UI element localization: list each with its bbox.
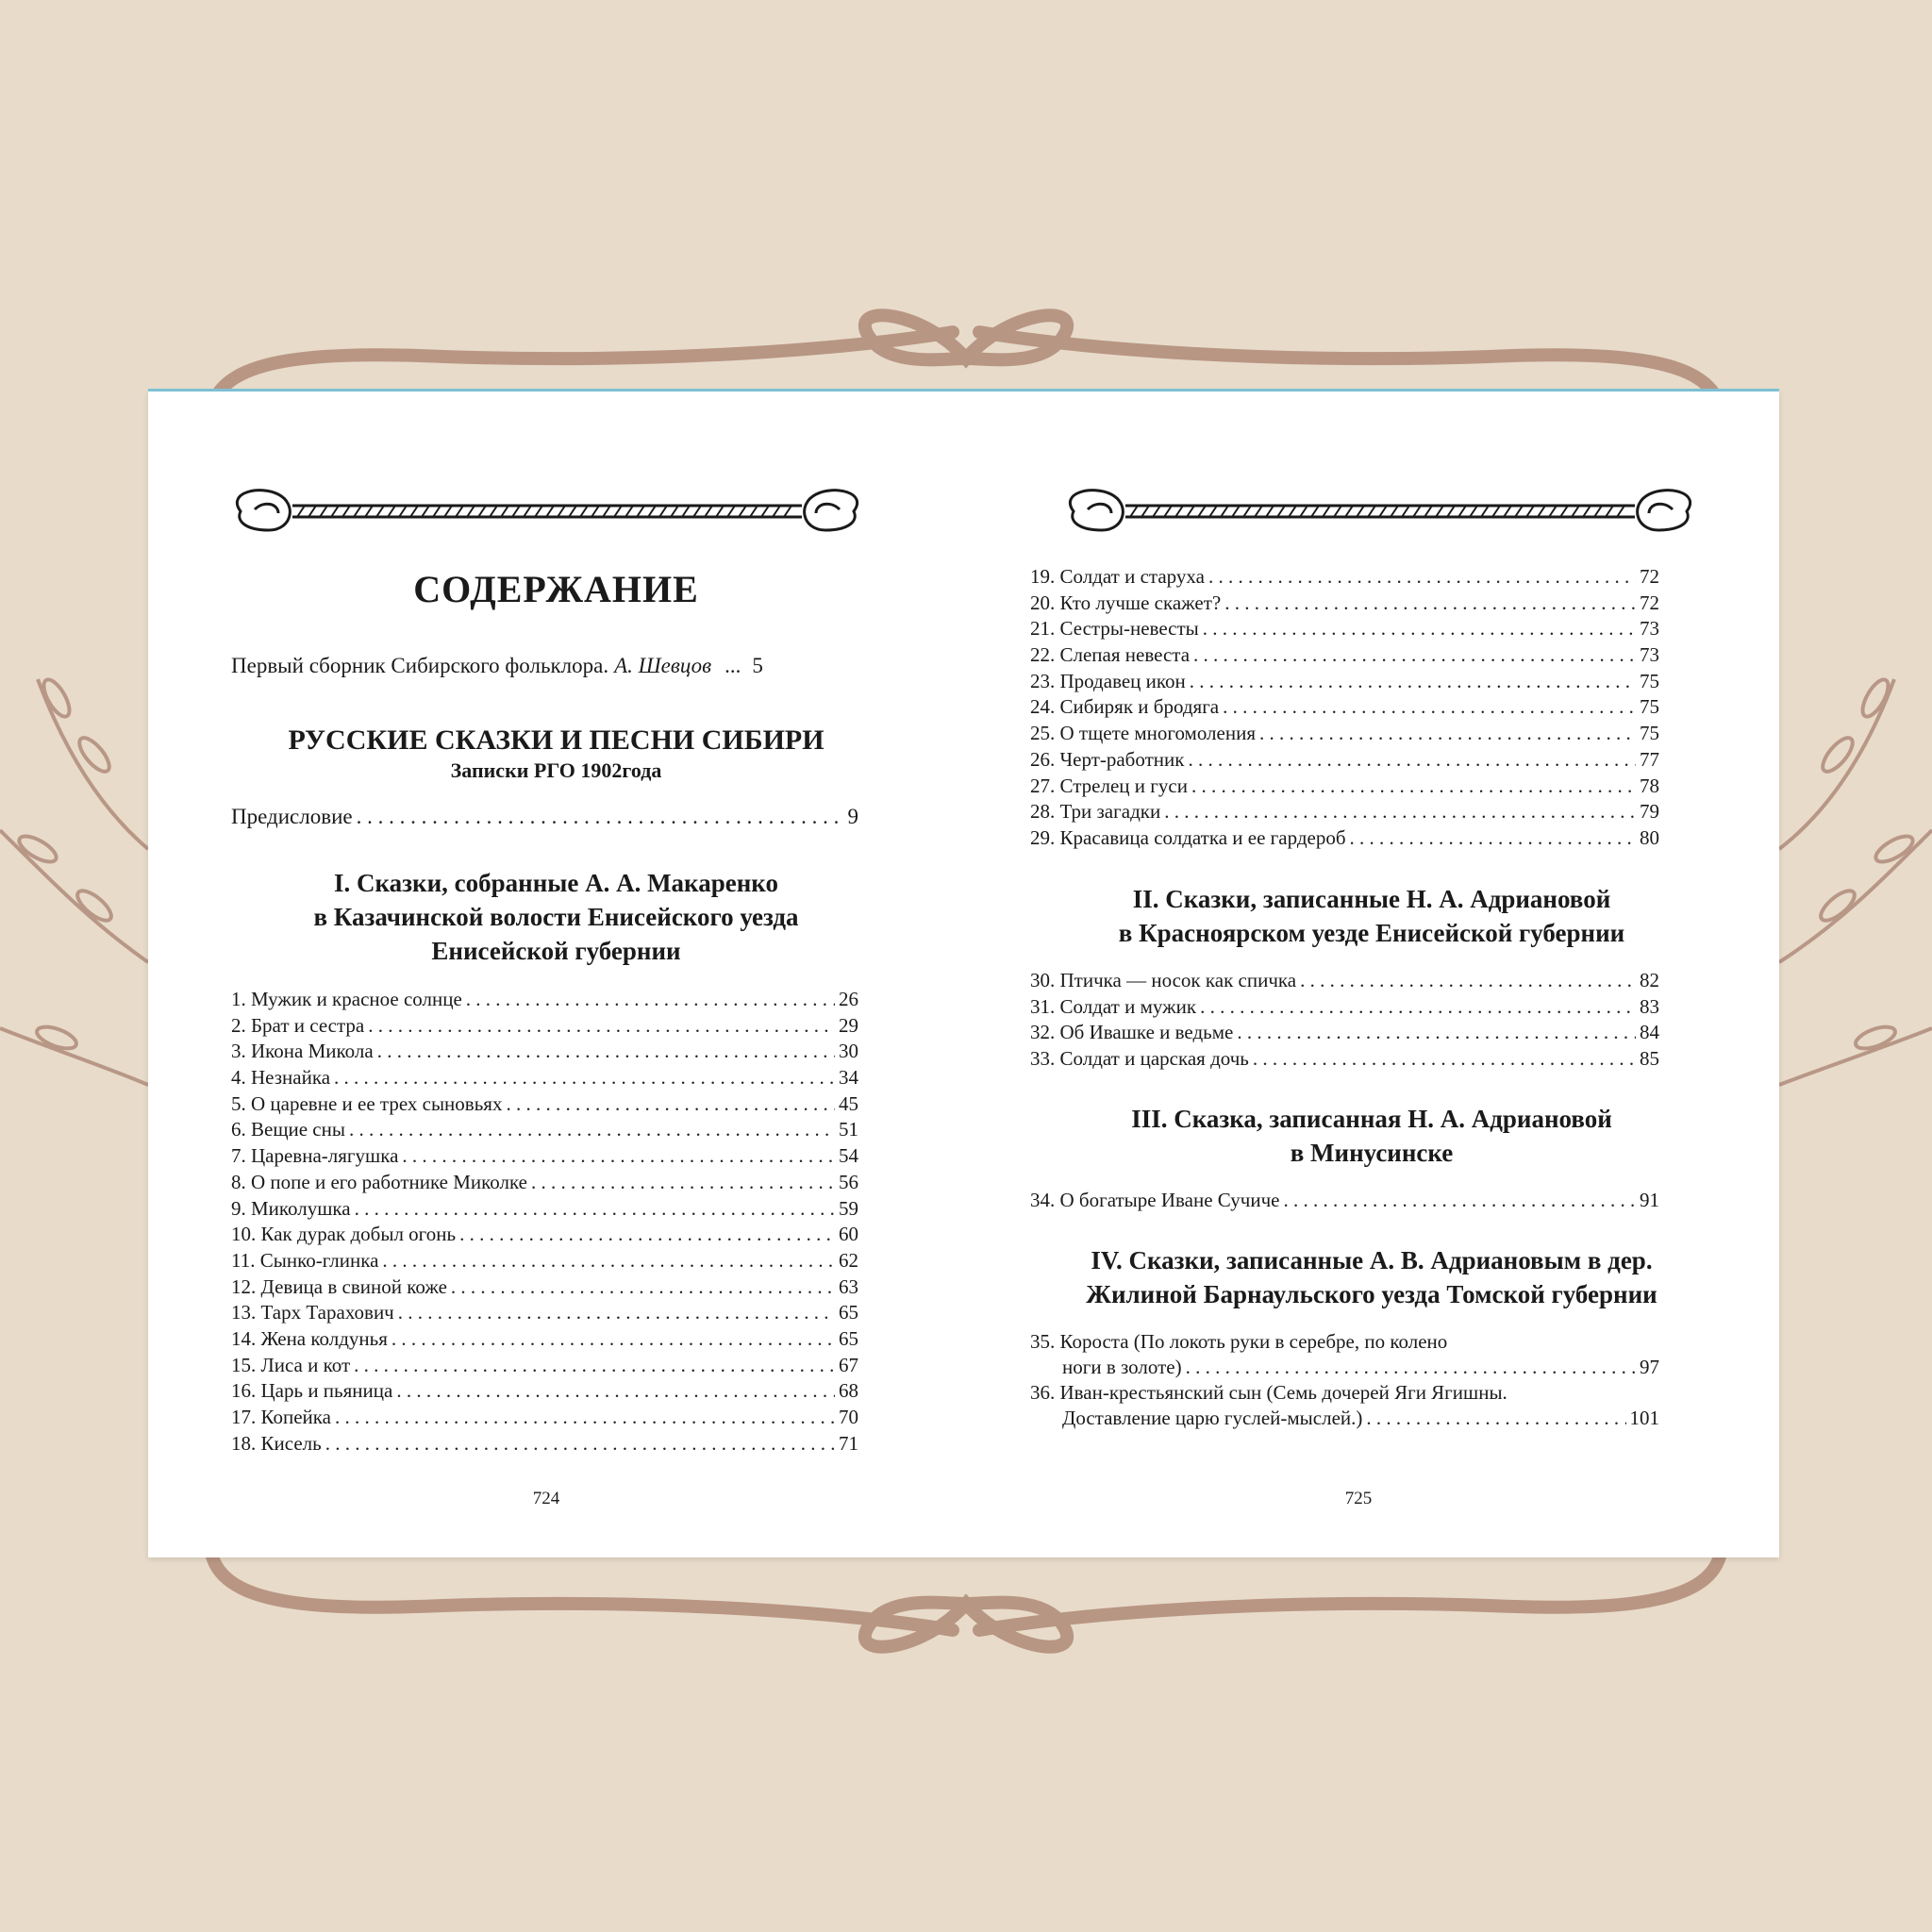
entry-title: 10. Как дурак добыл огонь <box>231 1223 457 1246</box>
dot-leader <box>1366 1407 1625 1430</box>
entry-title: 18. Кисель <box>231 1431 322 1455</box>
entry-title: 20. Кто лучше скажет? <box>1030 591 1222 614</box>
section-1-line-3: Енисейской губернии <box>431 937 681 965</box>
toc-entry[interactable] <box>1030 695 1659 722</box>
entry-title: 16. Царь и пьяница <box>231 1379 393 1403</box>
page-number: 724 <box>532 1489 560 1508</box>
entry-title: 1. Мужик и красное солнце <box>231 988 462 1010</box>
entry-title-continued: Доставление царю гуслей-мыслей.) <box>1062 1407 1363 1429</box>
entry-page: 59 <box>839 1196 858 1220</box>
section-3-heading <box>964 1102 1779 1170</box>
entry-title: Предисловие <box>231 805 353 828</box>
entry-page: 65 <box>839 1301 858 1324</box>
entry-page: 72 <box>1640 565 1659 588</box>
dot-leader <box>1253 1047 1636 1071</box>
entry-page: 75 <box>1640 695 1659 719</box>
entry-title: 11. Сынко-глинка <box>231 1248 379 1272</box>
entry-title: 34. О богатыре Иване Сучиче <box>1030 1189 1280 1211</box>
entry-title: 12. Девица в свиной коже <box>231 1274 447 1298</box>
entry-page: 9 <box>847 805 858 828</box>
entry-page: 56 <box>839 1170 858 1193</box>
entry-title: 32. Об Ивашке и ведьме <box>1030 1021 1234 1044</box>
dot-leader <box>1188 748 1636 772</box>
entry-title: 5. О царевне и ее трех сыновьях <box>231 1091 503 1115</box>
intro-ellipsis: ... <box>724 654 741 677</box>
header-ornament <box>222 483 873 540</box>
entry-page: 62 <box>839 1248 858 1272</box>
toc-entry[interactable] <box>1030 617 1659 643</box>
dot-leader <box>355 1197 835 1221</box>
entry-title: 36. Иван-крестьянский сын (Семь дочерей Яги Ягишны. <box>1030 1381 1507 1404</box>
entry-page: 67 <box>839 1353 858 1376</box>
preface-list <box>231 805 858 831</box>
toc-list-section-2 <box>1030 969 1659 1074</box>
toc-entry[interactable] <box>231 1249 858 1275</box>
entry-page: 101 <box>1629 1407 1659 1429</box>
dot-leader <box>334 1066 835 1090</box>
section-1-line-2: в Казачинской волости Енисейского уезда <box>313 903 799 931</box>
entry-title: 3. Икона Микола <box>231 1040 374 1063</box>
toc-entry[interactable] <box>231 1406 858 1432</box>
dot-leader <box>335 1406 835 1429</box>
section-4-heading <box>964 1243 1779 1311</box>
section-2-line-2: в Красноярском уезде Енисейской губернии <box>1118 919 1625 947</box>
entry-page: 77 <box>1640 747 1659 771</box>
toc-entry[interactable] <box>231 1092 858 1119</box>
toc-entry[interactable] <box>1030 643 1659 670</box>
dot-leader <box>382 1249 835 1273</box>
entry-page: 82 <box>1640 969 1659 991</box>
toc-list-section-1 <box>231 988 858 1457</box>
toc-entry[interactable] <box>1030 1330 1659 1381</box>
entry-title: 24. Сибиряк и бродяга <box>1030 695 1220 719</box>
intro-page: 5 <box>752 654 763 677</box>
entry-title: 23. Продавец икон <box>1030 669 1186 692</box>
entry-page: 54 <box>839 1144 858 1168</box>
entry-page: 85 <box>1640 1047 1659 1071</box>
entry-page: 75 <box>1640 669 1659 692</box>
dot-leader <box>1193 643 1636 667</box>
toc-list-section-4 <box>1030 1330 1659 1432</box>
dot-leader <box>354 1354 835 1377</box>
dot-leader <box>1190 670 1636 693</box>
intro-entry[interactable] <box>231 654 858 678</box>
dot-leader <box>459 1223 835 1246</box>
entry-page: 78 <box>1640 774 1659 797</box>
toc-entry[interactable] <box>1030 969 1659 995</box>
entry-title: 17. Копейка <box>231 1406 331 1428</box>
book-spread <box>148 391 1779 1557</box>
entry-title: 33. Солдат и царская дочь <box>1030 1047 1249 1071</box>
toc-entry[interactable] <box>231 1354 858 1380</box>
entry-title: 25. О тщете многомоления <box>1030 722 1256 745</box>
section-1-line-1: I. Сказки, собранные А. А. Макаренко <box>334 869 778 897</box>
left-page <box>148 391 964 1557</box>
dot-leader <box>466 988 835 1011</box>
toc-entry[interactable] <box>1030 748 1659 774</box>
entry-title-continued: ноги в золоте) <box>1062 1356 1182 1378</box>
entry-title: 30. Птичка — носок как спичка <box>1030 969 1297 991</box>
dot-leader <box>531 1171 835 1194</box>
entry-title: 26. Черт-работник <box>1030 747 1185 771</box>
entry-page: 29 <box>839 1013 858 1037</box>
toc-entry[interactable] <box>1030 826 1659 853</box>
dot-leader <box>1237 1021 1636 1044</box>
page-title: СОДЕРЖАНИЕ <box>413 568 699 610</box>
entry-title: 14. Жена колдунья <box>231 1326 388 1350</box>
section-2-heading <box>964 882 1779 950</box>
toc-entry[interactable] <box>231 805 858 831</box>
toc-entry[interactable] <box>1030 722 1659 748</box>
entry-page: 97 <box>1640 1356 1659 1378</box>
entry-title: 8. О попе и его работнике Миколке <box>231 1170 527 1193</box>
intro-text: Первый сборник Сибирского фольклора. <box>231 654 609 677</box>
toc-entry[interactable] <box>231 1014 858 1041</box>
section-4-line-1: IV. Сказки, записанные А. В. Адриановым в дер. <box>1091 1246 1653 1274</box>
entry-page: 45 <box>839 1091 858 1115</box>
entry-page: 26 <box>839 988 858 1010</box>
dot-leader <box>368 1014 835 1038</box>
toc-entry[interactable] <box>1030 1021 1659 1047</box>
entry-title: 21. Сестры-невесты <box>1030 617 1199 641</box>
dot-leader <box>1283 1189 1636 1212</box>
entry-title: 29. Красавица солдатка и ее гардероб <box>1030 825 1346 849</box>
toc-entry[interactable] <box>1030 774 1659 801</box>
toc-entry[interactable] <box>231 1432 858 1458</box>
dot-leader <box>398 1301 835 1324</box>
entry-title: 2. Брат и сестра <box>231 1013 365 1037</box>
toc-entry[interactable] <box>231 1301 858 1327</box>
entry-title: 13. Тарх Тарахович <box>231 1301 394 1324</box>
entry-title: 7. Царевна-лягушка <box>231 1144 399 1168</box>
entry-page: 80 <box>1640 825 1659 849</box>
entry-page: 51 <box>839 1118 858 1141</box>
dot-leader <box>1224 591 1636 615</box>
page-number: 725 <box>1344 1489 1373 1508</box>
section-1-heading <box>148 866 964 968</box>
toc-list-section-3 <box>1030 1189 1659 1215</box>
part-title: РУССКИЕ СКАЗКИ И ПЕСНИ СИБИРИ <box>288 724 824 756</box>
toc-entry[interactable] <box>1030 1047 1659 1074</box>
dot-leader <box>1223 695 1636 719</box>
dot-leader <box>1300 969 1636 992</box>
dot-leader <box>1350 826 1636 850</box>
toc-entry[interactable] <box>1030 565 1659 591</box>
toc-list-continued <box>1030 565 1659 853</box>
toc-entry[interactable] <box>231 1066 858 1092</box>
entry-page: 84 <box>1640 1021 1659 1044</box>
dot-leader <box>1203 617 1636 641</box>
toc-entry[interactable] <box>231 1223 858 1249</box>
entry-title: 31. Солдат и мужик <box>1030 994 1197 1018</box>
toc-entry[interactable] <box>231 1379 858 1406</box>
entry-page: 75 <box>1640 722 1659 745</box>
dot-leader <box>391 1327 835 1351</box>
entry-title: 15. Лиса и кот <box>231 1353 351 1376</box>
dot-leader <box>451 1275 835 1299</box>
toc-entry[interactable] <box>231 1040 858 1066</box>
entry-page: 70 <box>839 1406 858 1428</box>
toc-entry[interactable] <box>1030 800 1659 826</box>
entry-title: 4. Незнайка <box>231 1066 331 1090</box>
dot-leader <box>1164 800 1636 824</box>
dot-leader <box>1200 995 1636 1019</box>
entry-page: 63 <box>839 1274 858 1298</box>
toc-entry[interactable] <box>1030 591 1659 618</box>
dot-leader <box>357 805 844 829</box>
entry-page: 83 <box>1640 994 1659 1018</box>
entry-page: 34 <box>839 1066 858 1090</box>
part-heading <box>148 724 964 784</box>
header-ornament <box>1055 483 1706 540</box>
dot-leader <box>396 1379 835 1403</box>
toc-entry[interactable] <box>1030 670 1659 696</box>
dot-leader <box>1208 565 1636 589</box>
dot-leader <box>1259 722 1636 745</box>
section-3-line-2: в Минусинске <box>1290 1139 1454 1167</box>
entry-title: 9. Миколушка <box>231 1196 351 1220</box>
dot-leader <box>377 1040 835 1063</box>
dot-leader <box>325 1432 835 1456</box>
intro-author: А. Шевцов <box>614 654 712 677</box>
section-2-line-1: II. Сказки, записанные Н. А. Адриановой <box>1132 885 1611 913</box>
entry-title: 6. Вещие сны <box>231 1118 345 1141</box>
entry-page: 71 <box>839 1431 858 1455</box>
entry-page: 60 <box>839 1223 858 1246</box>
right-page <box>964 391 1779 1557</box>
entry-page: 73 <box>1640 617 1659 641</box>
entry-page: 68 <box>839 1379 858 1403</box>
toc-entry[interactable] <box>1030 1381 1659 1432</box>
toc-entry[interactable] <box>231 1118 858 1144</box>
dot-leader <box>402 1144 835 1168</box>
entry-page: 72 <box>1640 591 1659 614</box>
part-subtitle: Записки РГО 1902года <box>450 758 662 782</box>
toc-entry[interactable] <box>1030 1189 1659 1215</box>
toc-entry[interactable] <box>231 1197 858 1224</box>
entry-page: 30 <box>839 1040 858 1063</box>
entry-page: 91 <box>1640 1189 1659 1211</box>
entry-title: 28. Три загадки <box>1030 800 1161 824</box>
dot-leader <box>349 1118 835 1141</box>
dot-leader <box>506 1092 835 1116</box>
toc-entry[interactable] <box>231 1327 858 1354</box>
entry-page: 65 <box>839 1326 858 1350</box>
entry-page: 73 <box>1640 643 1659 667</box>
entry-title: 35. Короста (По локоть руки в серебре, по колено <box>1030 1330 1448 1353</box>
dot-leader <box>1191 774 1636 798</box>
toc-entry[interactable] <box>231 1275 858 1302</box>
entry-title: 19. Солдат и старуха <box>1030 565 1205 588</box>
section-3-line-1: III. Сказка, записанная Н. А. Адриановой <box>1131 1105 1612 1133</box>
toc-entry[interactable] <box>231 988 858 1014</box>
entry-title: 27. Стрелец и гуси <box>1030 774 1188 797</box>
toc-entry[interactable] <box>231 1171 858 1197</box>
entry-page: 79 <box>1640 800 1659 824</box>
toc-entry[interactable] <box>1030 995 1659 1022</box>
section-4-line-2: Жилиной Барнаульского уезда Томской губернии <box>1086 1280 1657 1308</box>
dot-leader <box>1186 1356 1636 1379</box>
toc-entry[interactable] <box>231 1144 858 1171</box>
entry-title: 22. Слепая невеста <box>1030 643 1191 667</box>
